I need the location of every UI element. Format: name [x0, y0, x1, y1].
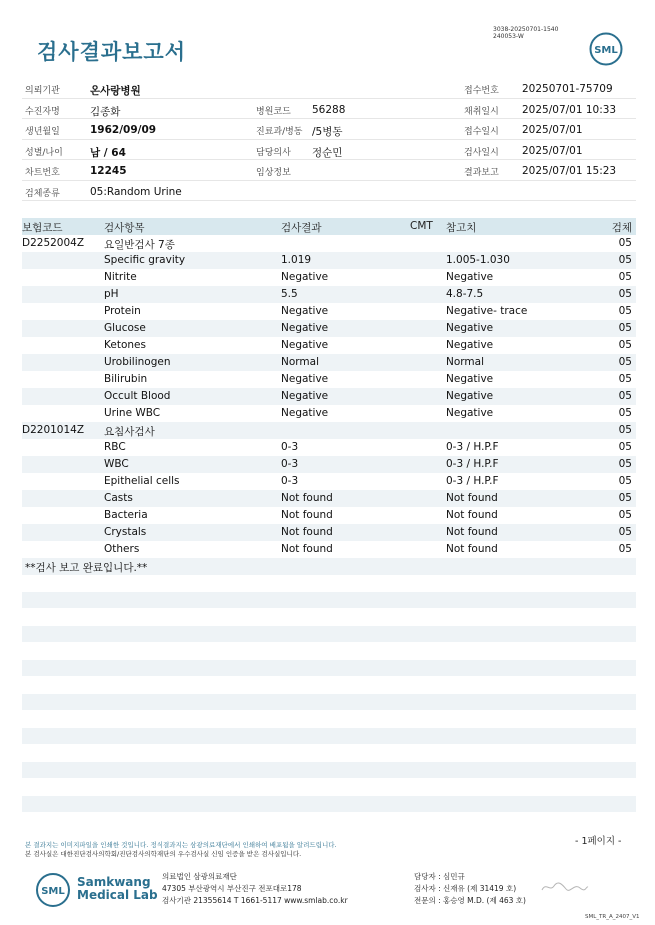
info-value: 12245 — [90, 165, 127, 177]
table-row — [22, 371, 636, 388]
info-label: 성별/나이 — [25, 147, 63, 158]
table-row — [22, 541, 636, 558]
footer-brand: Samkwang Medical Lab — [77, 875, 158, 902]
staff-manager: 담당자 : 심민규 — [414, 872, 465, 881]
cell-specimen: 05 — [618, 373, 632, 385]
footnote-accreditation: 본 검사실은 대한진단검사의학회/진단검사의학재단의 우수검사실 신임 인증을 받은 검사실입니다. — [25, 850, 302, 858]
table-row — [22, 303, 636, 320]
cell-specimen: 05 — [618, 458, 632, 470]
cell-item: 요침사검사 — [104, 426, 155, 438]
cell-specimen: 05 — [618, 543, 632, 555]
cell-result: Negative — [281, 322, 329, 334]
blank-row — [22, 592, 636, 608]
cell-result: Not found — [281, 526, 333, 538]
cell-ref: Not found — [446, 526, 498, 538]
cell-specimen: 05 — [618, 441, 632, 453]
sml-footer-logo-icon — [35, 872, 71, 908]
info-value: 2025/07/01 — [522, 144, 583, 157]
cell-item: RBC — [104, 441, 126, 453]
table-row — [22, 422, 636, 439]
info-label: 검사일시 — [464, 147, 499, 158]
header-cmt: CMT — [410, 220, 433, 232]
info-row — [22, 160, 636, 181]
info-value: 온사랑병원 — [90, 85, 141, 97]
page-number: - 1페이지 - — [575, 836, 622, 847]
footer-organization — [162, 871, 348, 907]
cell-ref: 0-3 / H.P.F — [446, 441, 499, 453]
info-label: 접수일시 — [464, 127, 499, 137]
blank-row — [22, 796, 636, 812]
cell-specimen: 05 — [618, 271, 632, 283]
header-reference: 참고치 — [446, 222, 477, 234]
info-row — [22, 140, 636, 161]
cell-item: Glucose — [104, 322, 146, 334]
info-value: 05:Random Urine — [90, 185, 182, 198]
info-label: 결과보고 — [464, 168, 499, 178]
info-label: 생년월일 — [25, 127, 60, 137]
info-row — [22, 119, 636, 140]
info-label: 담당의사 — [256, 147, 291, 158]
table-row — [22, 252, 636, 269]
org-contact: 검사기관 21355614 T 1661-5117 www.smlab.co.kr — [162, 896, 348, 905]
cell-ref: Normal — [446, 356, 484, 368]
table-row — [22, 524, 636, 541]
blank-row — [22, 762, 636, 778]
info-label: 임상정보 — [256, 168, 291, 178]
cell-result: Negative — [281, 407, 329, 419]
info-label: 채취일시 — [464, 106, 499, 117]
cell-result: Not found — [281, 492, 333, 504]
cell-item: Nitrite — [104, 271, 137, 283]
staff-specialist: 전문의 : 홍승영 M.D. (제 463 호) — [414, 896, 526, 905]
blank-row — [22, 728, 636, 744]
cell-specimen: 05 — [618, 407, 632, 419]
cell-result: Negative — [281, 339, 329, 351]
results-table — [22, 218, 636, 575]
org-name: 의료법인 삼광의료재단 — [162, 872, 237, 881]
cell-ref: Negative — [446, 322, 494, 334]
cell-ref: Negative- trace — [446, 305, 528, 317]
info-label: 수진자명 — [25, 106, 60, 117]
info-value: 2025/07/01 — [522, 124, 583, 136]
cell-item: 요일반검사 7종 — [104, 239, 175, 251]
cell-ref: Negative — [446, 390, 494, 402]
cell-item: Specific gravity — [104, 254, 186, 266]
footnote-image: 본 결과지는 이미지파일을 인쇄한 것입니다. 정식결과지는 삼광의료재단에서 인쇄하여 배포됨을 알려드립니다. — [25, 841, 337, 849]
cell-specimen: 05 — [618, 254, 632, 266]
cell-result: Negative — [281, 390, 329, 402]
cell-ref: 4.8-7.5 — [446, 288, 484, 300]
cell-result: 1.019 — [281, 254, 312, 266]
cell-specimen: 05 — [618, 237, 632, 249]
info-label: 의뢰기관 — [25, 86, 60, 96]
table-row — [22, 490, 636, 507]
cell-specimen: 05 — [618, 492, 632, 504]
info-value: 2025/07/01 10:33 — [522, 103, 617, 116]
cell-item: Crystals — [104, 526, 147, 538]
cell-result: 5.5 — [281, 288, 298, 300]
table-header — [22, 218, 636, 235]
cell-specimen: 05 — [618, 339, 632, 351]
table-body — [22, 235, 636, 558]
report-title: 검사결과보고서 — [37, 40, 187, 64]
cell-result: 0-3 — [281, 475, 299, 487]
table-row — [22, 405, 636, 422]
cell-specimen: 05 — [618, 322, 632, 334]
info-value: 김종화 — [90, 105, 121, 118]
signature-icon — [540, 880, 590, 894]
info-value: 20250701-75709 — [522, 83, 613, 95]
cell-item: Casts — [104, 492, 133, 504]
cell-ref: Negative — [446, 271, 494, 283]
patient-info — [22, 78, 636, 201]
cell-specimen: 05 — [618, 305, 632, 317]
cell-item: WBC — [104, 458, 129, 470]
cell-specimen: 05 — [618, 509, 632, 521]
cell-result: Negative — [281, 271, 329, 283]
info-row — [22, 181, 636, 202]
header-item: 검사항목 — [104, 222, 145, 234]
table-row — [22, 473, 636, 490]
info-value: 2025/07/01 15:23 — [522, 165, 617, 177]
cell-specimen: 05 — [618, 526, 632, 538]
table-row — [22, 439, 636, 456]
info-label: 접수번호 — [464, 86, 499, 96]
info-label: 검체종류 — [25, 188, 60, 199]
table-row — [22, 388, 636, 405]
cell-specimen: 05 — [618, 390, 632, 402]
info-value: 1962/09/09 — [90, 124, 157, 136]
svg-text:SML: SML — [594, 45, 618, 56]
cell-specimen: 05 — [618, 475, 632, 487]
info-value: 56288 — [312, 103, 346, 116]
cell-ref: 0-3 / H.P.F — [446, 475, 499, 487]
header-result: 검사결과 — [281, 222, 322, 234]
cell-ref: 0-3 / H.P.F — [446, 458, 499, 470]
org-address: 47305 부산광역시 부산진구 전포대로178 — [162, 884, 302, 893]
table-row — [22, 269, 636, 286]
cell-item: Urine WBC — [104, 407, 161, 419]
table-row — [22, 235, 636, 252]
cell-result: 0-3 — [281, 441, 299, 453]
cell-item: pH — [104, 288, 119, 300]
info-row — [22, 78, 636, 99]
document-id: 3038-20250701-1540 240053-W — [493, 26, 559, 40]
footer-staff — [414, 871, 526, 907]
cell-item: Bacteria — [104, 509, 148, 521]
info-label: 병원코드 — [256, 106, 291, 117]
table-row — [22, 286, 636, 303]
cell-result: Normal — [281, 356, 319, 368]
cell-code: D2252004Z — [22, 237, 85, 249]
table-row — [22, 320, 636, 337]
blank-row — [22, 694, 636, 710]
cell-specimen: 05 — [618, 424, 632, 436]
cell-ref: Not found — [446, 543, 498, 555]
cell-result: Negative — [281, 305, 329, 317]
cell-item: Bilirubin — [104, 373, 148, 385]
table-row — [22, 354, 636, 371]
info-label: 차트번호 — [25, 168, 60, 178]
sml-logo-icon — [589, 32, 623, 66]
info-value: 정순민 — [312, 146, 343, 159]
header-code: 보험코드 — [22, 222, 63, 234]
header-specimen: 검체 — [611, 222, 632, 234]
cell-ref: Negative — [446, 339, 494, 351]
info-row — [22, 99, 636, 120]
cell-result: Not found — [281, 509, 333, 521]
completion-text: **검사 보고 완료입니다.** — [25, 562, 148, 574]
cell-item: Occult Blood — [104, 390, 171, 402]
table-row — [22, 337, 636, 354]
table-row — [22, 507, 636, 524]
cell-item: Ketones — [104, 339, 146, 351]
cell-specimen: 05 — [618, 288, 632, 300]
info-value: 남 / 64 — [90, 146, 126, 159]
form-code: SML_TR_A_2407_V1 — [585, 914, 640, 920]
cell-ref: Not found — [446, 509, 498, 521]
table-row — [22, 456, 636, 473]
cell-result: Not found — [281, 543, 333, 555]
blank-row — [22, 626, 636, 642]
cell-ref: Negative — [446, 407, 494, 419]
staff-tester: 검사자 : 신재유 (제 31419 호) — [414, 884, 517, 893]
cell-item: Urobilinogen — [104, 356, 171, 368]
cell-item: Epithelial cells — [104, 475, 180, 487]
info-label: 진료과/병동 — [256, 127, 303, 137]
completion-row — [22, 558, 636, 575]
info-value: /5병동 — [312, 126, 343, 138]
cell-item: Others — [104, 543, 140, 555]
blank-row — [22, 660, 636, 676]
cell-item: Protein — [104, 305, 141, 317]
cell-ref: Not found — [446, 492, 498, 504]
cell-ref: 1.005-1.030 — [446, 254, 510, 266]
cell-ref: Negative — [446, 373, 494, 385]
cell-specimen: 05 — [618, 356, 632, 368]
cell-result: Negative — [281, 373, 329, 385]
cell-code: D2201014Z — [22, 424, 85, 436]
svg-text:SML: SML — [41, 886, 65, 897]
cell-result: 0-3 — [281, 458, 299, 470]
